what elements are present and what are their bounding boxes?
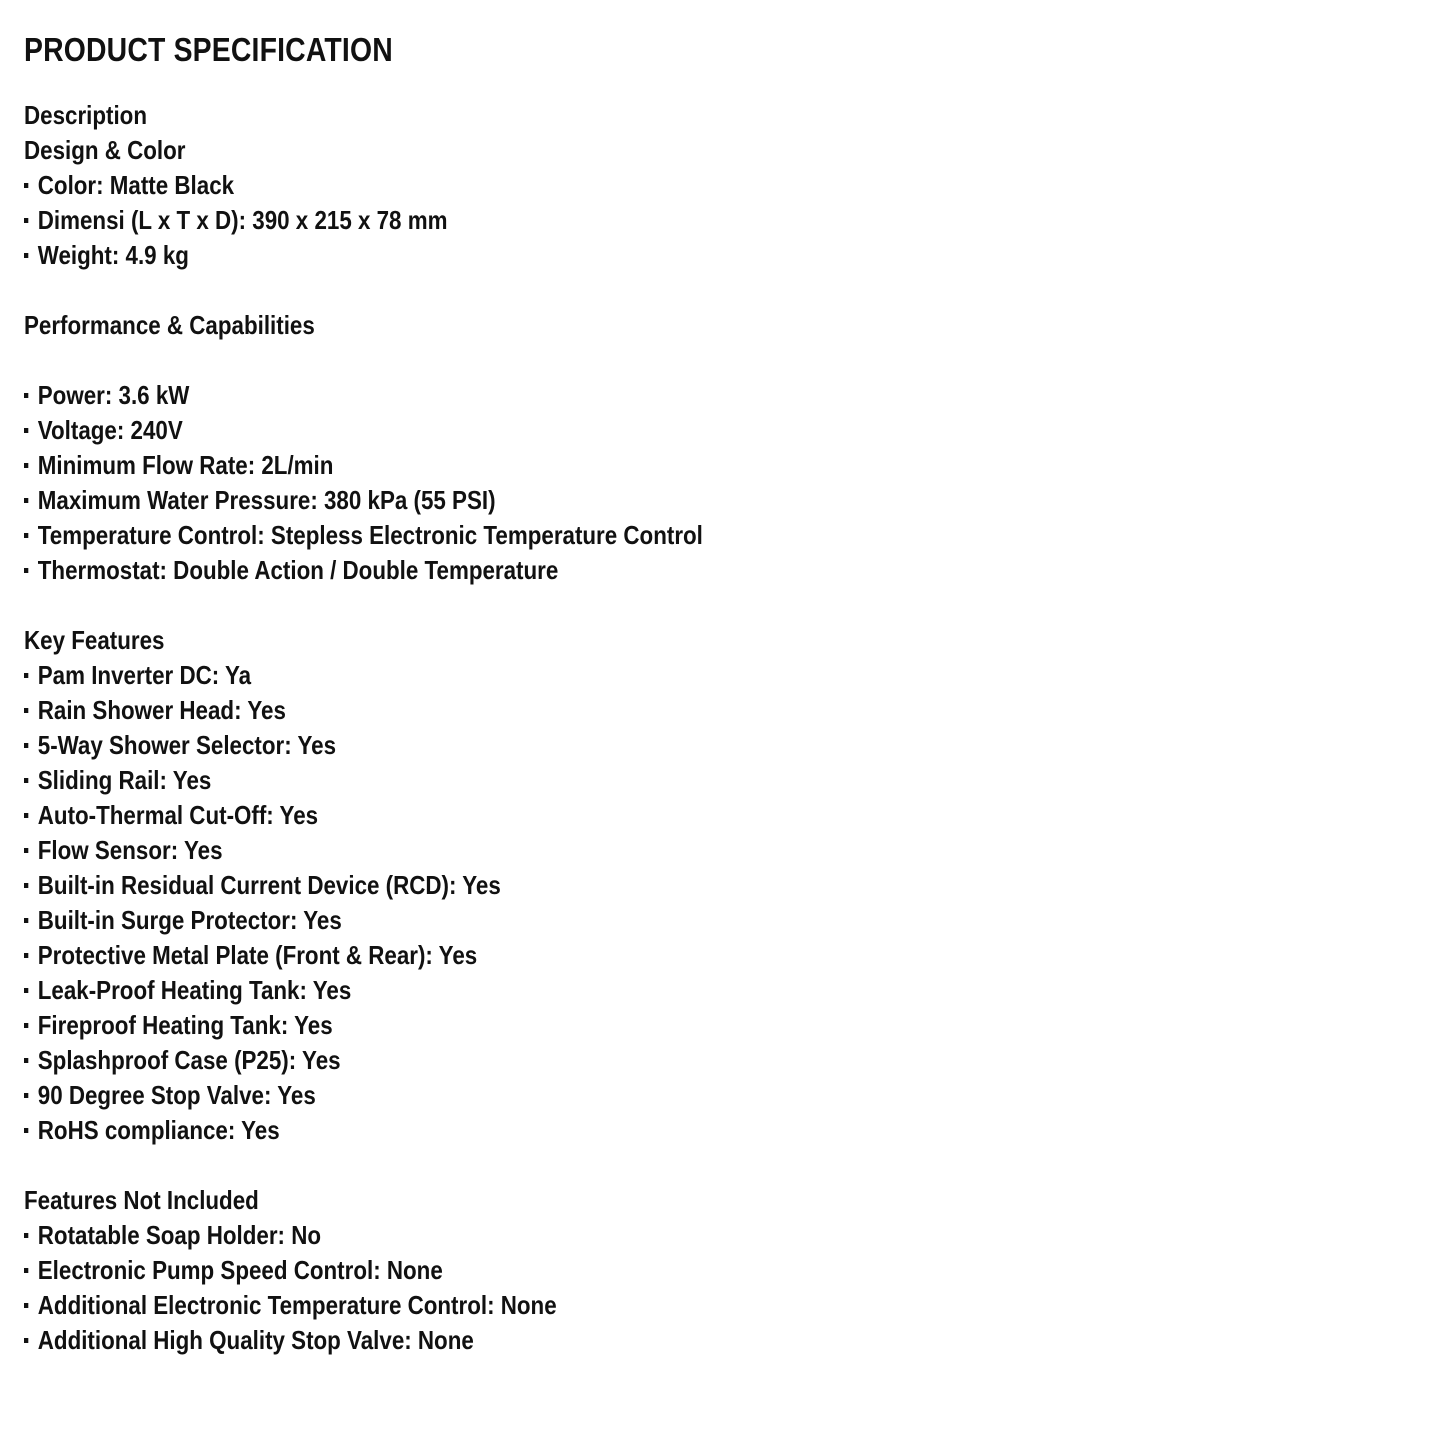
bullet-icon: [24, 1008, 38, 1043]
list-item: [24, 903, 1219, 938]
list-item: [24, 938, 1219, 973]
spacer: [24, 1148, 1414, 1183]
bullet-icon: [24, 1288, 38, 1323]
bullet-icon: [24, 658, 38, 693]
bullet-icon: [24, 903, 38, 938]
list-item: [24, 1043, 1219, 1078]
bullet-icon: [24, 203, 38, 238]
spec-text: 5-Way Shower Selector: Yes: [37, 730, 337, 760]
list-item: [24, 1218, 1219, 1253]
spec-text: Maximum Water Pressure: 380 kPa (55 PSI): [37, 485, 496, 515]
spec-text: 90 Degree Stop Valve: Yes: [37, 1080, 316, 1110]
spec-text: Additional Electronic Temperature Control: None: [37, 1290, 557, 1320]
spec-text: Built-in Surge Protector: Yes: [37, 905, 342, 935]
bullet-icon: [24, 1218, 38, 1253]
spec-text: Sliding Rail: Yes: [37, 765, 212, 795]
list-item: [24, 553, 1219, 588]
bullet-icon: [24, 1078, 38, 1113]
list-item: [24, 693, 1219, 728]
performance-heading: Performance & Capabilities: [24, 310, 315, 340]
bullet-icon: [24, 1253, 38, 1288]
list-item: [24, 203, 1219, 238]
list-item: [24, 1253, 1219, 1288]
design-heading: Design & Color: [24, 135, 186, 165]
spacer: [24, 588, 1414, 623]
spec-text: Protective Metal Plate (Front & Rear): Yes: [37, 940, 478, 970]
bullet-icon: [24, 378, 38, 413]
spec-text: Rain Shower Head: Yes: [37, 695, 286, 725]
bullet-icon: [24, 518, 38, 553]
spec-text: Leak-Proof Heating Tank: Yes: [37, 975, 352, 1005]
spec-text: Temperature Control: Stepless Electronic Temperature Control: [37, 520, 703, 550]
spec-document: [24, 28, 1414, 1358]
list-item: [24, 1323, 1219, 1358]
spec-text: Electronic Pump Speed Control: None: [37, 1255, 443, 1285]
bullet-icon: [24, 693, 38, 728]
list-item: [24, 378, 1219, 413]
bullet-icon: [24, 973, 38, 1008]
list-item: [24, 518, 1219, 553]
spec-text: Power: 3.6 kW: [37, 380, 190, 410]
spec-text: Additional High Quality Stop Valve: None: [37, 1325, 474, 1355]
bullet-icon: [24, 483, 38, 518]
list-item: [24, 868, 1219, 903]
key-features-heading: Key Features: [24, 625, 165, 655]
bullet-icon: [24, 763, 38, 798]
spec-text: Minimum Flow Rate: 2L/min: [37, 450, 334, 480]
spec-text: Auto-Thermal Cut-Off: Yes: [37, 800, 319, 830]
list-item: [24, 168, 1219, 203]
list-item: [24, 1078, 1219, 1113]
spec-text: Voltage: 240V: [37, 415, 183, 445]
spec-text: Rotatable Soap Holder: No: [37, 1220, 322, 1250]
spec-text: Dimensi (L x T x D): 390 x 215 x 78 mm: [37, 205, 448, 235]
bullet-icon: [24, 938, 38, 973]
list-item: [24, 833, 1219, 868]
bullet-icon: [24, 798, 38, 833]
spec-text: Weight: 4.9 kg: [37, 240, 189, 270]
bullet-icon: [24, 1323, 38, 1358]
list-item: [24, 413, 1219, 448]
spacer: [24, 273, 1414, 308]
spec-text: Pam Inverter DC: Ya: [37, 660, 252, 690]
list-item: [24, 1008, 1219, 1043]
bullet-icon: [24, 413, 38, 448]
bullet-icon: [24, 448, 38, 483]
bullet-icon: [24, 1043, 38, 1078]
list-item: [24, 1288, 1219, 1323]
description-heading: Description: [24, 100, 148, 130]
list-item: [24, 1113, 1219, 1148]
spec-text: Flow Sensor: Yes: [37, 835, 223, 865]
list-item: [24, 658, 1219, 693]
bullet-icon: [24, 238, 38, 273]
list-item: [24, 238, 1219, 273]
spec-text: Fireproof Heating Tank: Yes: [37, 1010, 333, 1040]
list-item: [24, 483, 1219, 518]
spacer: [24, 343, 1414, 378]
list-item: [24, 728, 1219, 763]
spec-text: Thermostat: Double Action / Double Temperature: [37, 555, 559, 585]
list-item: [24, 763, 1219, 798]
spec-text: Color: Matte Black: [37, 170, 235, 200]
spec-text: Built-in Residual Current Device (RCD): Yes: [37, 870, 501, 900]
page-title: PRODUCT SPECIFICATION: [24, 31, 393, 68]
list-item: [24, 798, 1219, 833]
bullet-icon: [24, 553, 38, 588]
bullet-icon: [24, 728, 38, 763]
not-included-heading: Features Not Included: [24, 1185, 259, 1215]
bullet-icon: [24, 868, 38, 903]
spec-text: Splashproof Case (P25): Yes: [37, 1045, 341, 1075]
bullet-icon: [24, 168, 38, 203]
bullet-icon: [24, 1113, 38, 1148]
list-item: [24, 448, 1219, 483]
list-item: [24, 973, 1219, 1008]
bullet-icon: [24, 833, 38, 868]
spec-text: RoHS compliance: Yes: [37, 1115, 280, 1145]
